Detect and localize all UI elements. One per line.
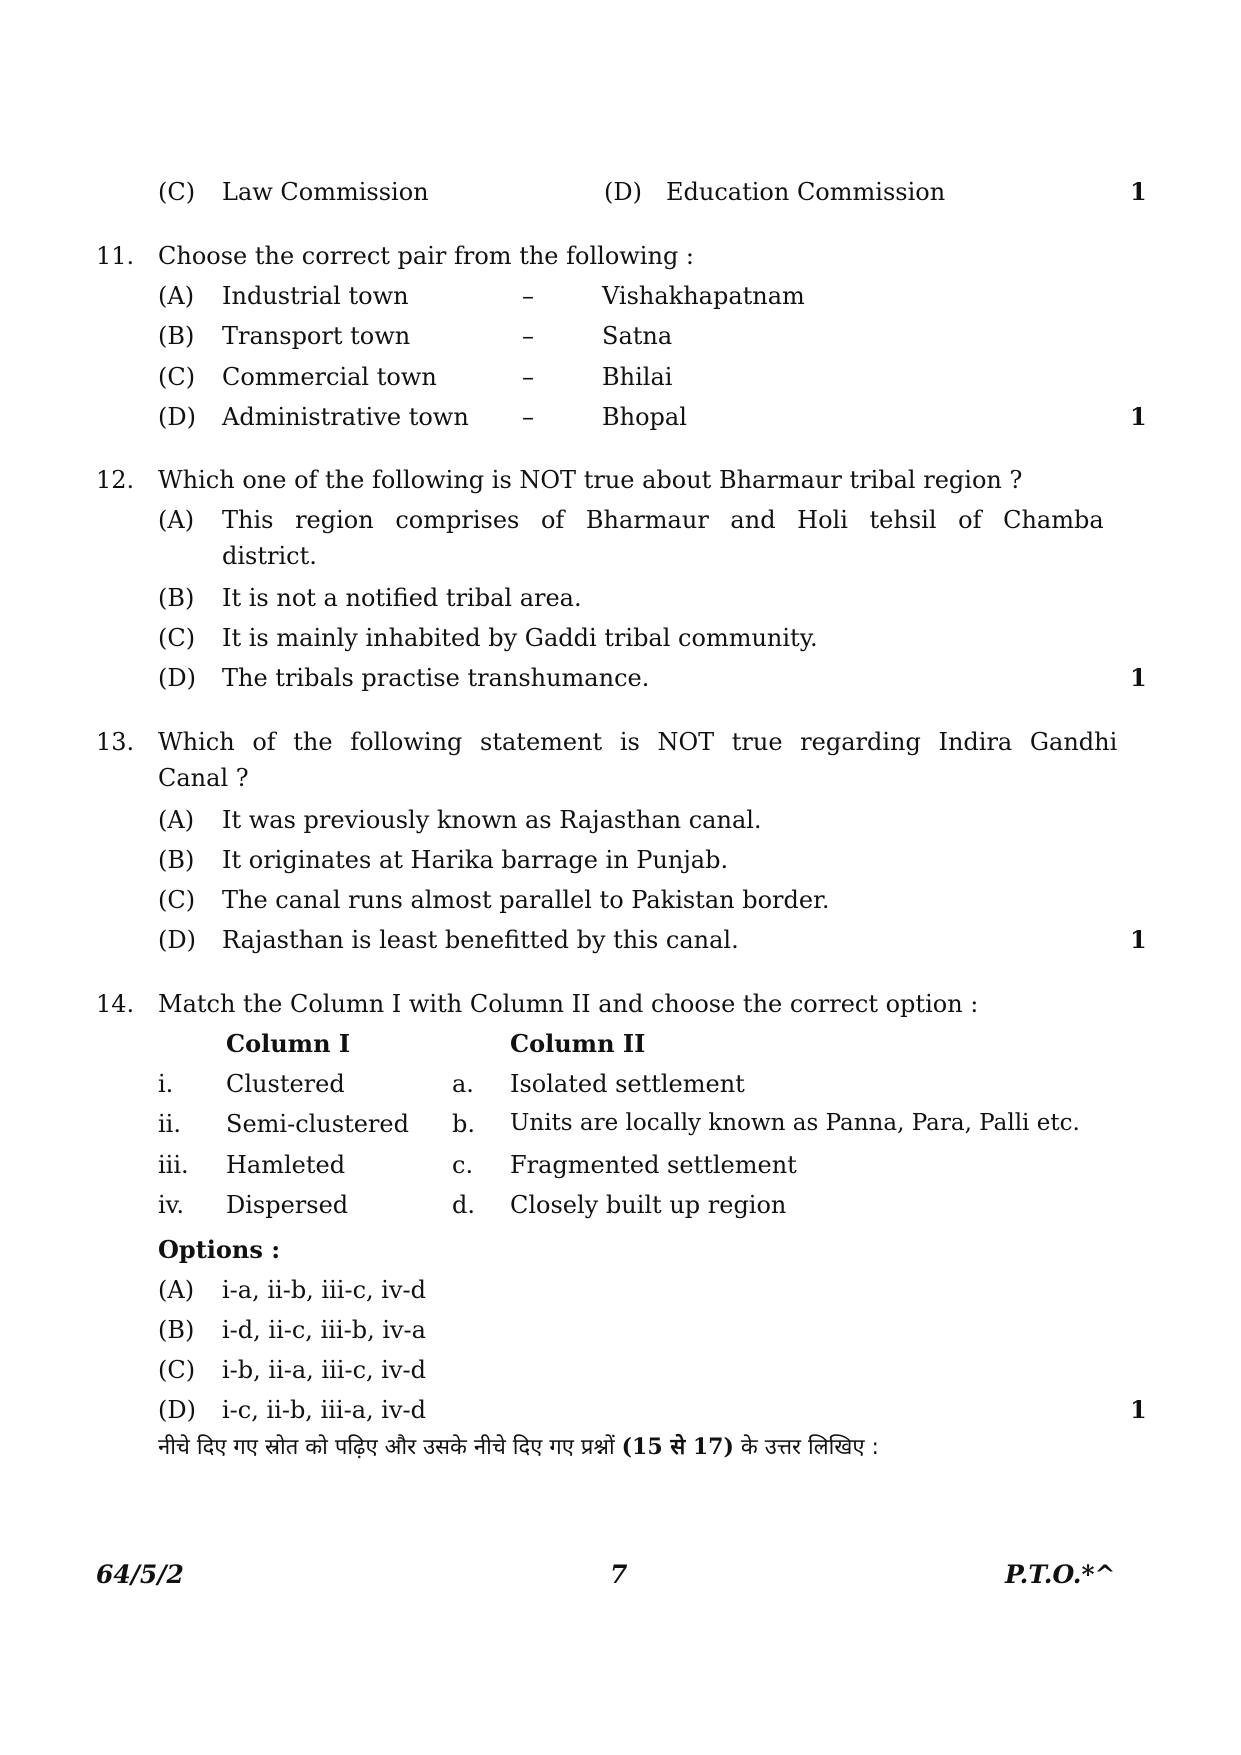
q12-option-text: This region comprises of Bharmaur and Holi tehsil of Chamba [222,506,1104,534]
q12-option-text: The tribals practise transhumance. [222,664,650,692]
q14-option-letter: (B) [158,1316,195,1344]
q14-row-letter: b. [452,1110,475,1138]
q14-question: Match the Column I with Column II and choose the correct option : [158,990,979,1018]
q14-row-item: Hamleted [226,1151,346,1179]
q14-row-item: Dispersed [226,1191,349,1219]
q14-marks: 1 [1130,1395,1147,1424]
pto-label: P.T.O.*^ [1005,1560,1116,1589]
q11-pair-left: Administrative town [222,403,469,431]
q10-option-d-text: Education Commission [666,178,946,206]
q14-options-label: Options : [158,1235,281,1264]
q14-row-num: i. [158,1070,174,1098]
q10-option-c-letter: (C) [158,178,196,206]
q11-pair-letter: (C) [158,363,196,391]
q10-marks: 1 [1130,177,1147,206]
q14-option-text: i-c, ii-b, iii-a, iv-d [222,1396,426,1424]
q12-option-text: It is mainly inhabited by Gaddi tribal community. [222,624,818,652]
q12-option-letter: (B) [158,584,195,612]
q14-row-match: Isolated settlement [510,1070,745,1098]
q14-number: 14. [96,990,135,1018]
q11-number: 11. [96,242,135,270]
q14-option-text: i-a, ii-b, iii-c, iv-d [222,1276,426,1304]
q14-row-item: Clustered [226,1070,345,1098]
q14-row-letter: c. [452,1151,474,1179]
q11-pair-letter: (B) [158,322,195,350]
q13-option-letter: (B) [158,846,195,874]
q14-row-num: ii. [158,1110,181,1138]
q13-number: 13. [96,728,135,756]
q11-pair-dash: – [522,363,534,391]
q13-option-letter: (A) [158,806,195,834]
q13-question-cont: Canal ? [158,764,249,792]
q14-option-letter: (C) [158,1356,196,1384]
q12-option-letter: (A) [158,506,195,534]
q14-row-letter: a. [452,1070,474,1098]
q14-row-letter: d. [452,1191,475,1219]
q11-pair-left: Commercial town [222,363,437,391]
q13-option-text: It originates at Harika barrage in Punjab. [222,846,729,874]
q14-option-text: i-b, ii-a, iii-c, iv-d [222,1356,426,1384]
q11-pair-letter: (D) [158,403,196,431]
q14-row-match: Closely built up region [510,1191,787,1219]
q11-pair-dash: – [522,403,534,431]
q14-option-text: i-d, ii-c, iii-b, iv-a [222,1316,426,1344]
q12-option-text: It is not a notified tribal area. [222,584,582,612]
q11-pair-dash: – [522,282,534,310]
q11-pair-right: Bhilai [602,363,673,391]
hindi-instruction-before: नीचे दिए गए स्रोत को पढ़िए और उसके नीचे दिए गए प्रश्नों [158,1435,622,1460]
q14-row-match: Units are locally known as Panna, Para, Palli etc. [510,1110,1080,1136]
q12-question: Which one of the following is NOT true about Bharmaur tribal region ? [158,466,1023,494]
q14-column1-header: Column I [226,1029,351,1058]
q13-question: Which of the following statement is NOT true regarding Indira Gandhi [158,728,1118,756]
q14-row-num: iv. [158,1191,185,1219]
q11-marks: 1 [1130,402,1147,431]
q14-row-item: Semi-clustered [226,1110,409,1138]
q13-option-text: It was previously known as Rajasthan canal. [222,806,762,834]
q11-pair-right: Satna [602,322,673,350]
q13-option-text: The canal runs almost parallel to Pakistan border. [222,886,830,914]
q12-number: 12. [96,466,135,494]
paper-code: 64/5/2 [96,1560,184,1589]
q10-option-c-text: Law Commission [222,178,429,206]
q14-option-letter: (D) [158,1396,196,1424]
q13-marks: 1 [1130,925,1147,954]
q12-option-letter: (C) [158,624,196,652]
q14-column2-header: Column II [510,1029,646,1058]
q12-option-letter: (D) [158,664,196,692]
q11-question: Choose the correct pair from the following : [158,242,695,270]
hindi-instruction-range: (15 से 17) [621,1434,734,1460]
q14-row-num: iii. [158,1151,189,1179]
q14-option-letter: (A) [158,1276,195,1304]
page-number: 7 [610,1560,628,1589]
hindi-instruction [158,1436,879,1459]
q11-pair-right: Bhopal [602,403,687,431]
q12-option-text-cont: district. [222,542,317,570]
q13-option-text: Rajasthan is least benefitted by this canal. [222,926,739,954]
q11-pair-left: Transport town [222,322,411,350]
q11-pair-left: Industrial town [222,282,409,310]
q11-pair-letter: (A) [158,282,195,310]
q14-row-match: Fragmented settlement [510,1151,797,1179]
q10-option-d-letter: (D) [604,178,642,206]
q11-pair-right: Vishakhapatnam [602,282,805,310]
q12-marks: 1 [1130,663,1147,692]
q13-option-letter: (D) [158,926,196,954]
hindi-instruction-after: के उत्तर लिखिए : [733,1435,879,1460]
q13-option-letter: (C) [158,886,196,914]
q11-pair-dash: – [522,322,534,350]
